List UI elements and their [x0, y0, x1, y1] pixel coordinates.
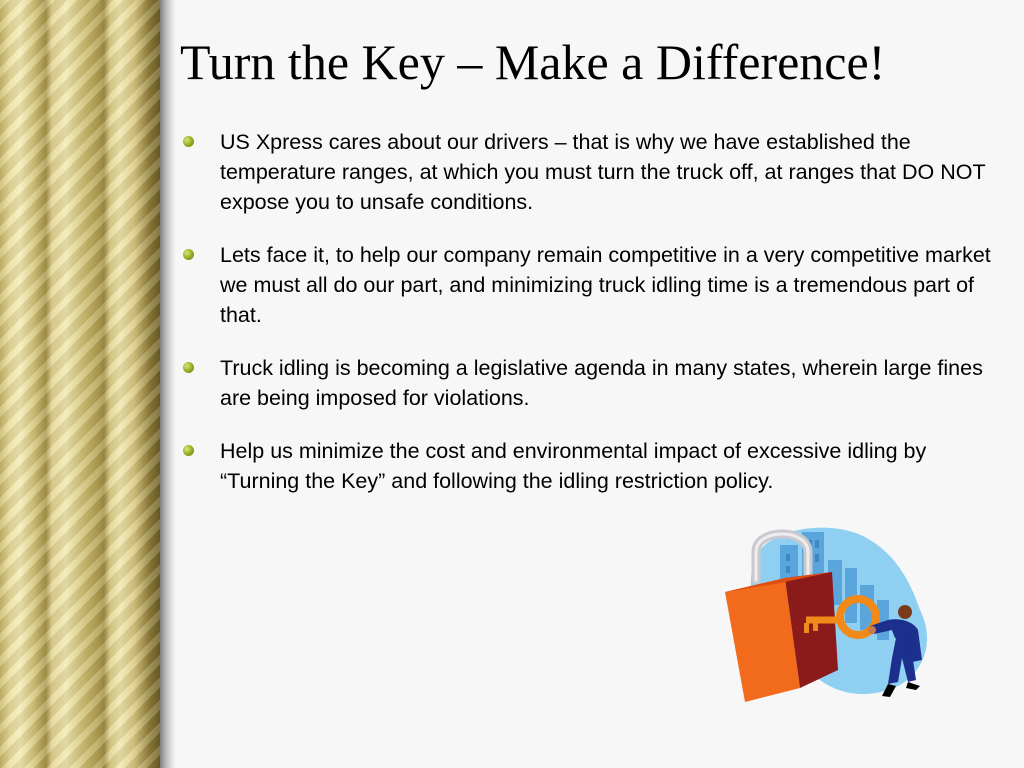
bullet-item [183, 127, 993, 217]
bullet-dot-icon [183, 362, 194, 373]
bullet-text: Truck idling is becoming a legislative agenda in many states, wherein large fines are being imposed for violations. [220, 356, 983, 410]
bullet-list [183, 127, 993, 519]
decorative-gold-pillar [0, 0, 160, 768]
slide-title: Turn the Key – Make a Difference! [180, 34, 886, 90]
bullet-item [183, 353, 993, 413]
bullet-item [183, 240, 993, 330]
padlock-key-clipart [720, 520, 940, 705]
bullet-dot-icon [183, 445, 194, 456]
bullet-text: US Xpress cares about our drivers – that is why we have established the temperature ranges, at which you must turn the truck off, at ranges that DO NOT expose you to unsafe conditions. [220, 130, 986, 214]
bullet-item [183, 436, 993, 496]
bullet-dot-icon [183, 249, 194, 260]
pillar-shadow [160, 0, 176, 768]
bullet-text: Help us minimize the cost and environmental impact of excessive idling by “Turning the Key” and following the idling restriction policy. [220, 439, 927, 493]
bullet-dot-icon [183, 136, 194, 147]
bullet-text: Lets face it, to help our company remain competitive in a very competitive market we must all do our part, and minimizing truck idling time is a tremendous part of that. [220, 243, 991, 327]
